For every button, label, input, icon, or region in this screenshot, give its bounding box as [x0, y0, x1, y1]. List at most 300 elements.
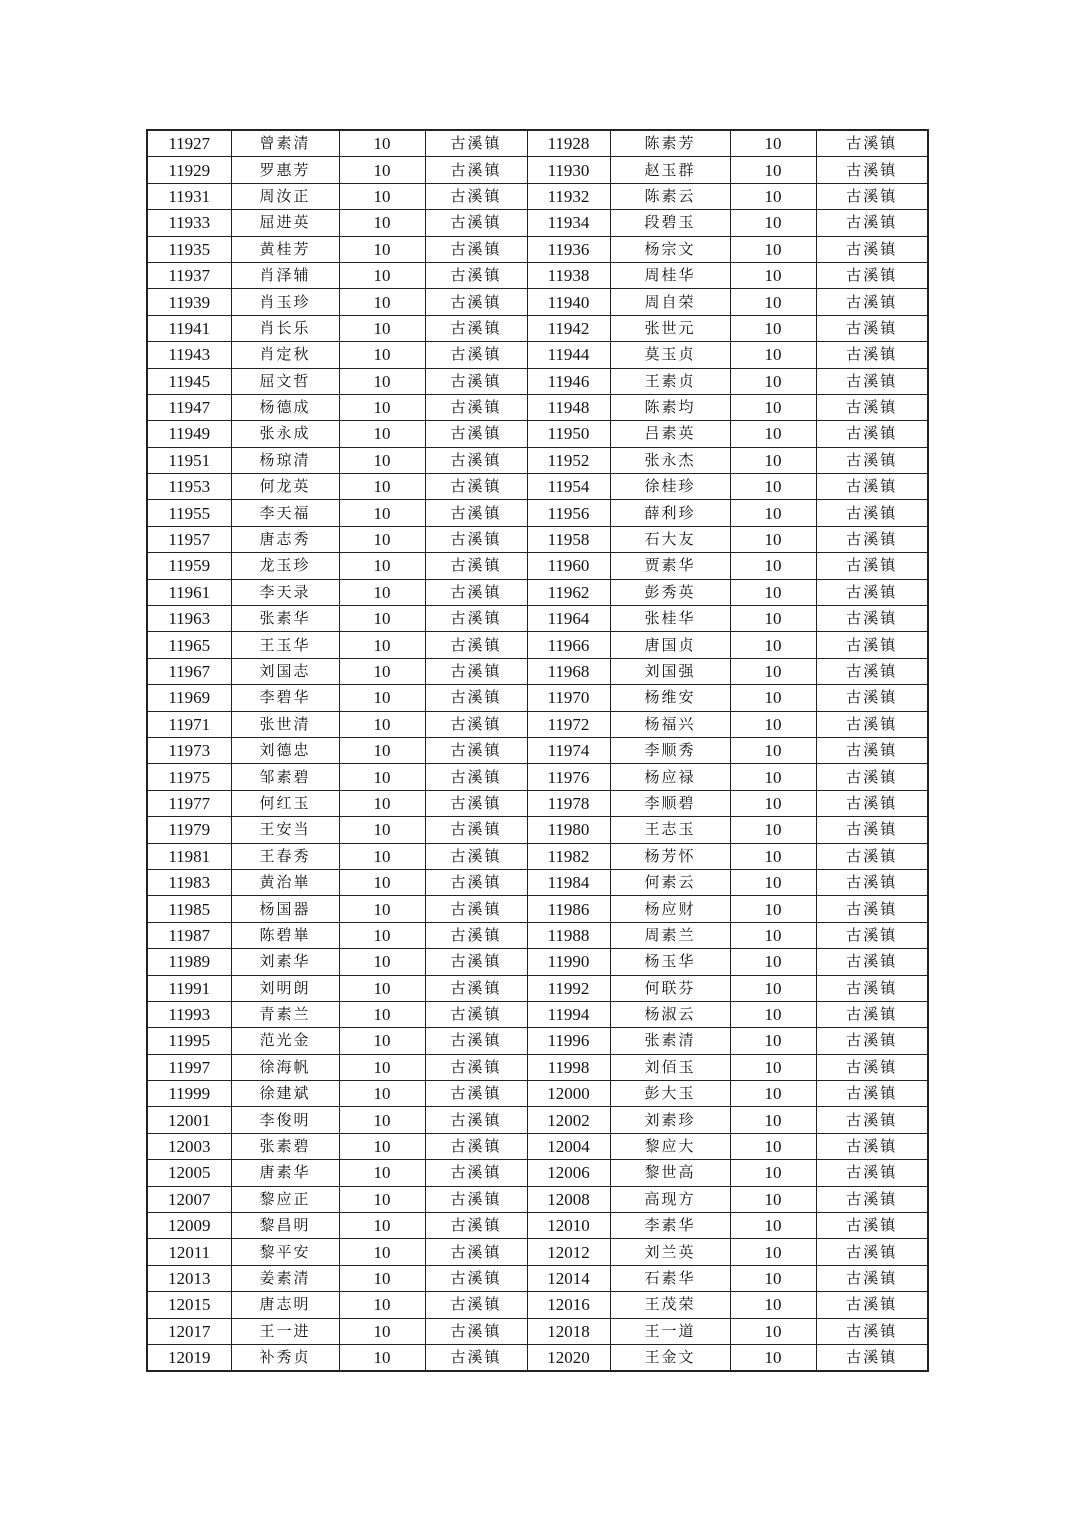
table-row [147, 1186, 928, 1212]
record-number-cell: 12007 [147, 1186, 231, 1212]
amount-cell: 10 [339, 157, 425, 183]
person-name-cell: 黎平安 [231, 1239, 339, 1265]
record-number-cell: 11979 [147, 817, 231, 843]
amount-cell: 10 [339, 1081, 425, 1107]
person-name-cell: 王茂荣 [610, 1292, 730, 1318]
amount-cell: 10 [339, 711, 425, 737]
township-cell: 古溪镇 [425, 1028, 527, 1054]
amount-cell: 10 [730, 1160, 816, 1186]
record-number-cell: 11986 [527, 896, 610, 922]
record-number-cell: 12000 [527, 1081, 610, 1107]
record-number-cell: 11944 [527, 342, 610, 368]
amount-cell: 10 [339, 1186, 425, 1212]
person-name-cell: 杨国器 [231, 896, 339, 922]
township-cell: 古溪镇 [425, 394, 527, 420]
person-name-cell: 石素华 [610, 1265, 730, 1291]
person-name-cell: 杨维安 [610, 685, 730, 711]
amount-cell: 10 [339, 1318, 425, 1344]
person-name-cell: 刘国强 [610, 658, 730, 684]
record-number-cell: 11933 [147, 210, 231, 236]
record-number-cell: 11997 [147, 1054, 231, 1080]
amount-cell: 10 [730, 236, 816, 262]
township-cell: 古溪镇 [425, 1107, 527, 1133]
record-number-cell: 11985 [147, 896, 231, 922]
township-cell: 古溪镇 [425, 975, 527, 1001]
person-name-cell: 赵玉群 [610, 157, 730, 183]
amount-cell: 10 [730, 658, 816, 684]
township-cell: 古溪镇 [425, 949, 527, 975]
township-cell: 古溪镇 [816, 869, 928, 895]
amount-cell: 10 [730, 368, 816, 394]
record-number-cell: 11962 [527, 579, 610, 605]
person-name-cell: 肖泽辅 [231, 262, 339, 288]
table-row [147, 1081, 928, 1107]
record-number-cell: 11971 [147, 711, 231, 737]
record-number-cell: 11938 [527, 262, 610, 288]
record-number-cell: 12008 [527, 1186, 610, 1212]
township-cell: 古溪镇 [425, 1160, 527, 1186]
person-name-cell: 陈素芳 [610, 130, 730, 157]
record-number-cell: 11991 [147, 975, 231, 1001]
record-number-cell: 11937 [147, 262, 231, 288]
person-name-cell: 张永杰 [610, 447, 730, 473]
table-row [147, 1344, 928, 1371]
amount-cell: 10 [339, 1292, 425, 1318]
amount-cell: 10 [339, 579, 425, 605]
record-number-cell: 11994 [527, 1001, 610, 1027]
record-number-cell: 12018 [527, 1318, 610, 1344]
table-row [147, 474, 928, 500]
person-name-cell: 黄治崋 [231, 869, 339, 895]
record-number-cell: 11950 [527, 421, 610, 447]
township-cell: 古溪镇 [816, 236, 928, 262]
township-cell: 古溪镇 [425, 183, 527, 209]
amount-cell: 10 [339, 1213, 425, 1239]
record-number-cell: 12009 [147, 1213, 231, 1239]
record-number-cell: 11980 [527, 817, 610, 843]
person-name-cell: 王金文 [610, 1344, 730, 1371]
person-name-cell: 王一进 [231, 1318, 339, 1344]
person-name-cell: 彭大玉 [610, 1081, 730, 1107]
township-cell: 古溪镇 [816, 183, 928, 209]
township-cell: 古溪镇 [816, 685, 928, 711]
record-number-cell: 11966 [527, 632, 610, 658]
person-name-cell: 杨淑云 [610, 1001, 730, 1027]
record-number-cell: 12011 [147, 1239, 231, 1265]
person-name-cell: 彭秀英 [610, 579, 730, 605]
table-row [147, 130, 928, 157]
township-cell: 古溪镇 [816, 737, 928, 763]
amount-cell: 10 [339, 368, 425, 394]
township-cell: 古溪镇 [816, 975, 928, 1001]
amount-cell: 10 [730, 1213, 816, 1239]
person-name-cell: 黎昌明 [231, 1213, 339, 1239]
amount-cell: 10 [339, 632, 425, 658]
table-row [147, 1265, 928, 1291]
record-number-cell: 12012 [527, 1239, 610, 1265]
table-row [147, 315, 928, 341]
amount-cell: 10 [339, 658, 425, 684]
amount-cell: 10 [339, 1001, 425, 1027]
record-number-cell: 11960 [527, 553, 610, 579]
amount-cell: 10 [730, 342, 816, 368]
township-cell: 古溪镇 [425, 1292, 527, 1318]
person-name-cell: 陈素均 [610, 394, 730, 420]
record-number-cell: 12002 [527, 1107, 610, 1133]
record-number-cell: 11981 [147, 843, 231, 869]
township-cell: 古溪镇 [816, 1318, 928, 1344]
township-cell: 古溪镇 [425, 632, 527, 658]
township-cell: 古溪镇 [425, 236, 527, 262]
person-name-cell: 唐素华 [231, 1160, 339, 1186]
person-name-cell: 周素兰 [610, 922, 730, 948]
amount-cell: 10 [339, 236, 425, 262]
person-name-cell: 张世元 [610, 315, 730, 341]
record-number-cell: 12005 [147, 1160, 231, 1186]
person-name-cell: 屈进英 [231, 210, 339, 236]
table-row [147, 869, 928, 895]
table-row [147, 1028, 928, 1054]
township-cell: 古溪镇 [816, 1107, 928, 1133]
table-row [147, 210, 928, 236]
table-row [147, 949, 928, 975]
person-name-cell: 张素碧 [231, 1133, 339, 1159]
amount-cell: 10 [339, 949, 425, 975]
township-cell: 古溪镇 [425, 817, 527, 843]
amount-cell: 10 [339, 975, 425, 1001]
amount-cell: 10 [730, 764, 816, 790]
table-row [147, 1054, 928, 1080]
record-number-cell: 12015 [147, 1292, 231, 1318]
record-number-cell: 11945 [147, 368, 231, 394]
person-name-cell: 唐志秀 [231, 526, 339, 552]
record-number-cell: 11940 [527, 289, 610, 315]
amount-cell: 10 [730, 1054, 816, 1080]
record-number-cell: 11941 [147, 315, 231, 341]
amount-cell: 10 [730, 130, 816, 157]
record-number-cell: 11992 [527, 975, 610, 1001]
township-cell: 古溪镇 [816, 1344, 928, 1371]
person-name-cell: 李顺碧 [610, 790, 730, 816]
record-number-cell: 11958 [527, 526, 610, 552]
amount-cell: 10 [339, 421, 425, 447]
township-cell: 古溪镇 [425, 922, 527, 948]
table-row [147, 421, 928, 447]
amount-cell: 10 [730, 632, 816, 658]
person-name-cell: 周汝正 [231, 183, 339, 209]
amount-cell: 10 [730, 1265, 816, 1291]
amount-cell: 10 [730, 474, 816, 500]
township-cell: 古溪镇 [816, 1292, 928, 1318]
person-name-cell: 王春秀 [231, 843, 339, 869]
person-name-cell: 张世清 [231, 711, 339, 737]
amount-cell: 10 [730, 711, 816, 737]
person-name-cell: 李顺秀 [610, 737, 730, 763]
record-number-cell: 11972 [527, 711, 610, 737]
amount-cell: 10 [730, 949, 816, 975]
record-number-cell: 12003 [147, 1133, 231, 1159]
person-name-cell: 张永成 [231, 421, 339, 447]
person-name-cell: 贾素华 [610, 553, 730, 579]
amount-cell: 10 [730, 289, 816, 315]
record-number-cell: 11952 [527, 447, 610, 473]
township-cell: 古溪镇 [425, 843, 527, 869]
table-row [147, 262, 928, 288]
township-cell: 古溪镇 [425, 1081, 527, 1107]
amount-cell: 10 [730, 869, 816, 895]
township-cell: 古溪镇 [816, 210, 928, 236]
person-name-cell: 李俊明 [231, 1107, 339, 1133]
amount-cell: 10 [339, 526, 425, 552]
record-number-cell: 11964 [527, 606, 610, 632]
township-cell: 古溪镇 [816, 342, 928, 368]
amount-cell: 10 [339, 210, 425, 236]
township-cell: 古溪镇 [425, 790, 527, 816]
table-row [147, 447, 928, 473]
record-number-cell: 12006 [527, 1160, 610, 1186]
record-number-cell: 11946 [527, 368, 610, 394]
record-number-cell: 11932 [527, 183, 610, 209]
township-cell: 古溪镇 [816, 843, 928, 869]
amount-cell: 10 [339, 922, 425, 948]
township-cell: 古溪镇 [425, 1001, 527, 1027]
record-number-cell: 11978 [527, 790, 610, 816]
amount-cell: 10 [339, 1054, 425, 1080]
person-name-cell: 刘素珍 [610, 1107, 730, 1133]
amount-cell: 10 [730, 606, 816, 632]
record-number-cell: 11987 [147, 922, 231, 948]
amount-cell: 10 [730, 1081, 816, 1107]
record-number-cell: 11975 [147, 764, 231, 790]
person-name-cell: 罗惠芳 [231, 157, 339, 183]
record-number-cell: 12010 [527, 1213, 610, 1239]
table-row [147, 553, 928, 579]
amount-cell: 10 [339, 1133, 425, 1159]
amount-cell: 10 [339, 1160, 425, 1186]
table-row [147, 394, 928, 420]
township-cell: 古溪镇 [816, 262, 928, 288]
amount-cell: 10 [339, 1028, 425, 1054]
amount-cell: 10 [339, 553, 425, 579]
person-name-cell: 刘素华 [231, 949, 339, 975]
table-row [147, 843, 928, 869]
person-name-cell: 黄桂芳 [231, 236, 339, 262]
township-cell: 古溪镇 [425, 869, 527, 895]
record-number-cell: 11931 [147, 183, 231, 209]
township-cell: 古溪镇 [816, 764, 928, 790]
township-cell: 古溪镇 [816, 817, 928, 843]
person-name-cell: 范光金 [231, 1028, 339, 1054]
amount-cell: 10 [730, 394, 816, 420]
table-row [147, 764, 928, 790]
amount-cell: 10 [339, 1344, 425, 1371]
table-row [147, 1107, 928, 1133]
record-number-cell: 11948 [527, 394, 610, 420]
record-number-cell: 11970 [527, 685, 610, 711]
person-name-cell: 刘德忠 [231, 737, 339, 763]
record-number-cell: 11927 [147, 130, 231, 157]
township-cell: 古溪镇 [425, 606, 527, 632]
person-name-cell: 张桂华 [610, 606, 730, 632]
record-number-cell: 11954 [527, 474, 610, 500]
township-cell: 古溪镇 [816, 896, 928, 922]
amount-cell: 10 [730, 737, 816, 763]
table-row [147, 711, 928, 737]
township-cell: 古溪镇 [816, 130, 928, 157]
record-number-cell: 12016 [527, 1292, 610, 1318]
person-name-cell: 刘佰玉 [610, 1054, 730, 1080]
amount-cell: 10 [339, 685, 425, 711]
township-cell: 古溪镇 [425, 1186, 527, 1212]
table-row [147, 975, 928, 1001]
person-name-cell: 刘国志 [231, 658, 339, 684]
township-cell: 古溪镇 [816, 1133, 928, 1159]
person-name-cell: 陈碧崋 [231, 922, 339, 948]
table-row [147, 632, 928, 658]
amount-cell: 10 [339, 394, 425, 420]
amount-cell: 10 [339, 737, 425, 763]
township-cell: 古溪镇 [425, 130, 527, 157]
record-number-cell: 11934 [527, 210, 610, 236]
township-cell: 古溪镇 [816, 658, 928, 684]
record-number-cell: 11956 [527, 500, 610, 526]
amount-cell: 10 [339, 130, 425, 157]
record-number-cell: 11943 [147, 342, 231, 368]
person-name-cell: 唐国贞 [610, 632, 730, 658]
table-row [147, 658, 928, 684]
record-number-cell: 12001 [147, 1107, 231, 1133]
township-cell: 古溪镇 [425, 474, 527, 500]
person-name-cell: 唐志明 [231, 1292, 339, 1318]
person-name-cell: 张素清 [610, 1028, 730, 1054]
record-number-cell: 11982 [527, 843, 610, 869]
table-row [147, 1239, 928, 1265]
record-number-cell: 11993 [147, 1001, 231, 1027]
township-cell: 古溪镇 [425, 1213, 527, 1239]
table-row [147, 157, 928, 183]
record-number-cell: 11988 [527, 922, 610, 948]
record-number-cell: 11999 [147, 1081, 231, 1107]
person-name-cell: 段碧玉 [610, 210, 730, 236]
person-name-cell: 李碧华 [231, 685, 339, 711]
amount-cell: 10 [730, 553, 816, 579]
person-name-cell: 杨德成 [231, 394, 339, 420]
record-number-cell: 11990 [527, 949, 610, 975]
person-name-cell: 刘明朗 [231, 975, 339, 1001]
amount-cell: 10 [339, 817, 425, 843]
amount-cell: 10 [730, 1107, 816, 1133]
record-number-cell: 11965 [147, 632, 231, 658]
township-cell: 古溪镇 [816, 1081, 928, 1107]
amount-cell: 10 [730, 262, 816, 288]
record-number-cell: 12004 [527, 1133, 610, 1159]
record-number-cell: 11930 [527, 157, 610, 183]
table-row [147, 817, 928, 843]
amount-cell: 10 [730, 1292, 816, 1318]
township-cell: 古溪镇 [425, 553, 527, 579]
township-cell: 古溪镇 [425, 658, 527, 684]
person-name-cell: 杨玉华 [610, 949, 730, 975]
amount-cell: 10 [730, 447, 816, 473]
person-name-cell: 黎应正 [231, 1186, 339, 1212]
township-cell: 古溪镇 [816, 922, 928, 948]
amount-cell: 10 [730, 526, 816, 552]
township-cell: 古溪镇 [816, 526, 928, 552]
amount-cell: 10 [339, 447, 425, 473]
record-number-cell: 11976 [527, 764, 610, 790]
amount-cell: 10 [339, 500, 425, 526]
record-number-cell: 11983 [147, 869, 231, 895]
person-name-cell: 李天录 [231, 579, 339, 605]
table-row [147, 526, 928, 552]
record-number-cell: 11963 [147, 606, 231, 632]
amount-cell: 10 [339, 764, 425, 790]
amount-cell: 10 [730, 421, 816, 447]
amount-cell: 10 [339, 869, 425, 895]
amount-cell: 10 [730, 817, 816, 843]
record-number-cell: 11951 [147, 447, 231, 473]
person-name-cell: 青素兰 [231, 1001, 339, 1027]
township-cell: 古溪镇 [425, 1054, 527, 1080]
township-cell: 古溪镇 [425, 1239, 527, 1265]
township-cell: 古溪镇 [425, 737, 527, 763]
amount-cell: 10 [730, 315, 816, 341]
township-cell: 古溪镇 [816, 1213, 928, 1239]
person-name-cell: 何龙英 [231, 474, 339, 500]
person-name-cell: 屈文哲 [231, 368, 339, 394]
amount-cell: 10 [339, 790, 425, 816]
amount-cell: 10 [730, 1318, 816, 1344]
township-cell: 古溪镇 [816, 315, 928, 341]
township-cell: 古溪镇 [816, 394, 928, 420]
township-cell: 古溪镇 [425, 685, 527, 711]
person-name-cell: 高现方 [610, 1186, 730, 1212]
record-number-cell: 11953 [147, 474, 231, 500]
amount-cell: 10 [730, 1239, 816, 1265]
amount-cell: 10 [730, 896, 816, 922]
township-cell: 古溪镇 [816, 1054, 928, 1080]
township-cell: 古溪镇 [816, 157, 928, 183]
person-name-cell: 王一道 [610, 1318, 730, 1344]
record-number-cell: 12020 [527, 1344, 610, 1371]
person-name-cell: 王素贞 [610, 368, 730, 394]
table-row [147, 922, 928, 948]
township-cell: 古溪镇 [425, 711, 527, 737]
record-number-cell: 11957 [147, 526, 231, 552]
record-number-cell: 11947 [147, 394, 231, 420]
amount-cell: 10 [339, 183, 425, 209]
amount-cell: 10 [339, 1239, 425, 1265]
person-name-cell: 姜素清 [231, 1265, 339, 1291]
person-name-cell: 徐建斌 [231, 1081, 339, 1107]
record-number-cell: 11961 [147, 579, 231, 605]
township-cell: 古溪镇 [425, 1344, 527, 1371]
table-row [147, 1133, 928, 1159]
record-number-cell: 11928 [527, 130, 610, 157]
township-cell: 古溪镇 [816, 1186, 928, 1212]
table-row [147, 1160, 928, 1186]
record-number-cell: 11942 [527, 315, 610, 341]
record-number-cell: 11929 [147, 157, 231, 183]
township-cell: 古溪镇 [816, 1028, 928, 1054]
table-row [147, 1213, 928, 1239]
amount-cell: 10 [730, 843, 816, 869]
township-cell: 古溪镇 [816, 368, 928, 394]
record-number-cell: 11939 [147, 289, 231, 315]
amount-cell: 10 [730, 975, 816, 1001]
record-number-cell: 11995 [147, 1028, 231, 1054]
table-row [147, 790, 928, 816]
